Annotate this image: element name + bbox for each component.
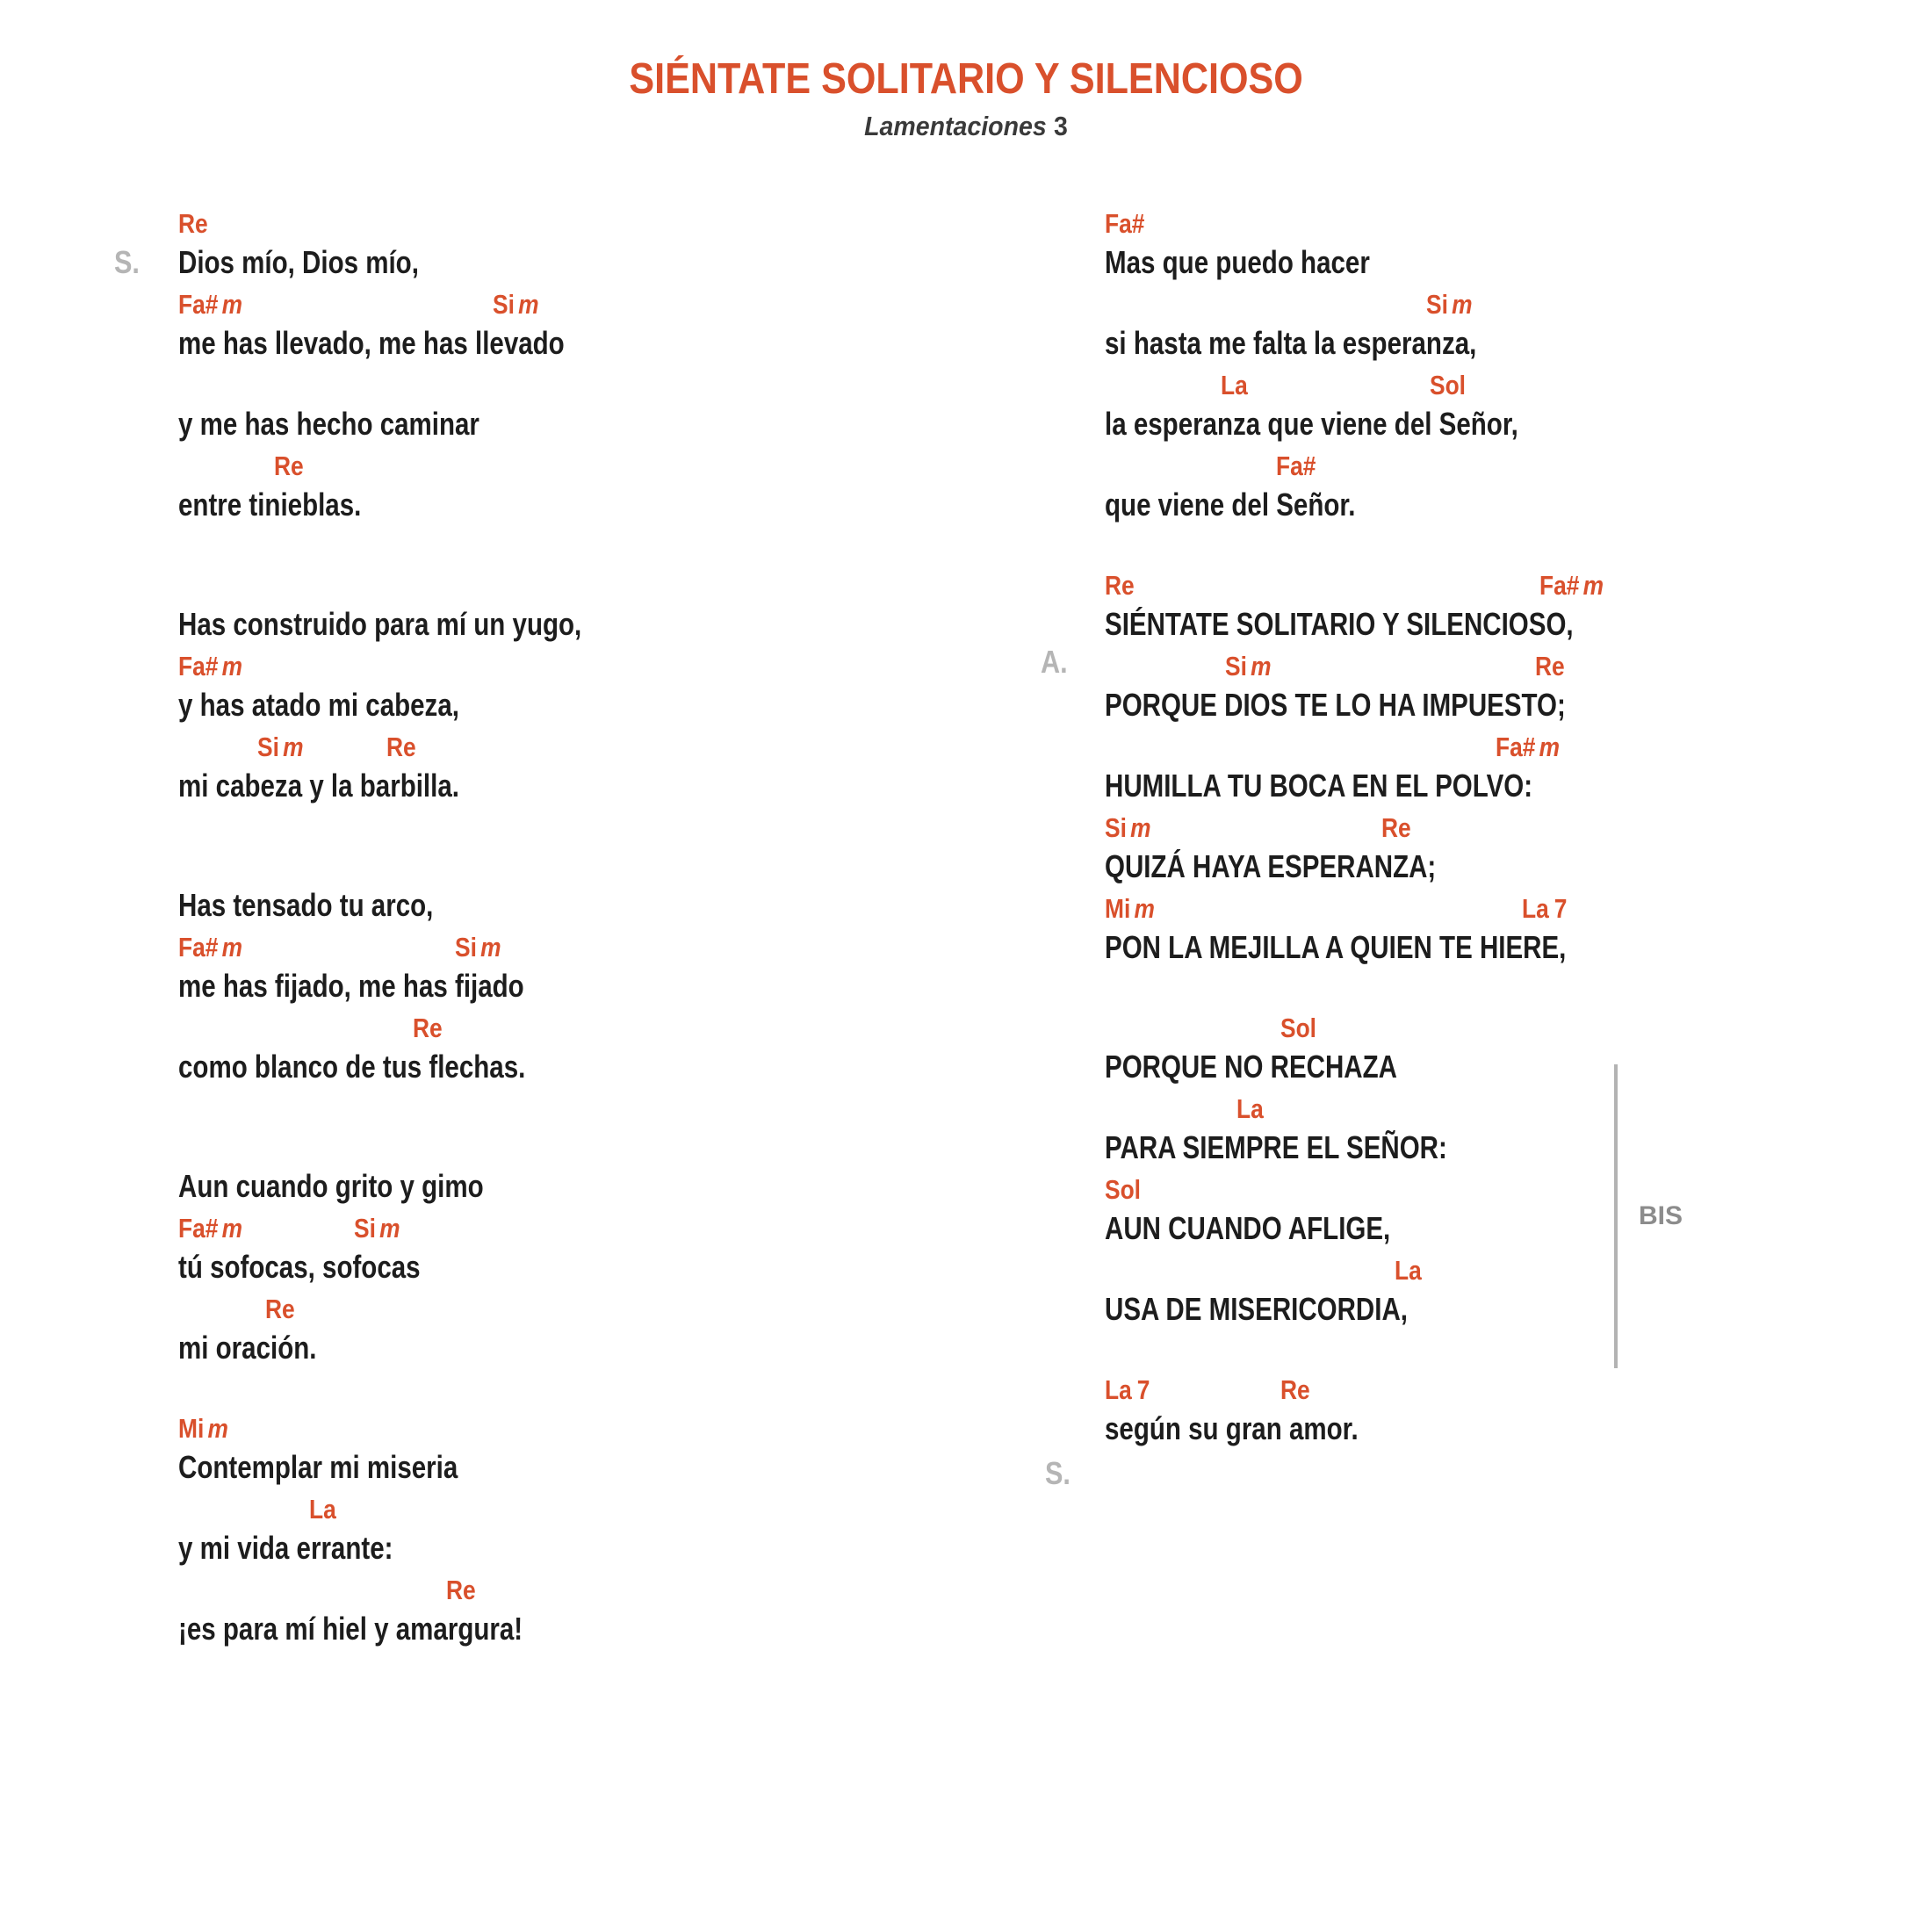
line	[178, 364, 670, 445]
line	[178, 645, 670, 726]
lyric-line: que viene del Señor.	[1105, 487, 1356, 523]
lyric-line: me has fijado, me has fijado	[178, 968, 524, 1004]
line	[1105, 807, 1676, 888]
stanza	[1105, 1369, 1676, 1450]
right-column	[1105, 203, 1676, 1489]
lyric-line: USA DE MISERICORDIA,	[1105, 1291, 1408, 1327]
lyric-line: y has atado mi cabeza,	[178, 687, 459, 723]
stanza	[178, 565, 670, 807]
left-column	[178, 203, 670, 1689]
line	[178, 1288, 670, 1369]
chord: La	[1221, 370, 1248, 400]
chord-row	[178, 1489, 670, 1527]
lyric-line: PORQUE DIOS TE LO HA IMPUESTO;	[1105, 687, 1566, 723]
chord: Sol	[1430, 370, 1466, 400]
line	[1105, 1007, 1676, 1088]
lyric-line: y me has hecho caminar	[178, 406, 479, 442]
line	[1105, 1088, 1676, 1169]
bis-stanza	[1105, 1007, 1676, 1330]
chord: Re	[413, 1013, 443, 1043]
stanza	[1105, 203, 1676, 526]
chord: Re	[178, 208, 208, 239]
line	[178, 1408, 670, 1489]
chord: Fa# m	[178, 932, 243, 962]
chord: La 7	[1522, 893, 1568, 924]
line	[178, 1127, 670, 1208]
lyric-line: Has tensado tu arco,	[178, 887, 434, 923]
chord: Si m	[1225, 651, 1272, 681]
chord: Si m	[1105, 812, 1151, 843]
lyric-line: entre tinieblas.	[178, 487, 362, 523]
chord: Re	[1105, 570, 1135, 601]
chord: Si m	[257, 732, 304, 762]
stanza	[178, 1127, 670, 1369]
song-subtitle	[0, 111, 1932, 142]
line	[178, 1007, 670, 1088]
chord-row	[1105, 1169, 1676, 1208]
chord-row	[178, 926, 670, 965]
subtitle-chapter: 3	[1054, 111, 1068, 141]
chorus-marker-a: A.	[1041, 644, 1068, 680]
chord: Re	[265, 1294, 295, 1324]
stanza	[178, 1408, 670, 1650]
chord-row	[1105, 203, 1676, 242]
lyric-line: mi oración.	[178, 1330, 317, 1366]
chord-row	[1105, 1369, 1676, 1408]
chord: Re	[274, 451, 304, 481]
lyric-line: mi cabeza y la barbilla.	[178, 768, 459, 804]
lyric-line: Contemplar mi miseria	[178, 1449, 458, 1485]
chord: Si m	[354, 1213, 400, 1244]
stanza	[178, 846, 670, 1088]
lyric-line: HUMILLA TU BOCA EN EL POLVO:	[1105, 768, 1533, 804]
chord-row	[1105, 284, 1676, 322]
line	[178, 846, 670, 926]
chord-row	[178, 1569, 670, 1608]
line	[1105, 1169, 1676, 1250]
chord-row	[1105, 565, 1676, 603]
chord-row	[178, 1408, 670, 1446]
line	[178, 445, 670, 526]
chord: La	[1395, 1255, 1422, 1286]
chord: Fa# m	[1496, 732, 1561, 762]
lyric-line: como blanco de tus flechas.	[178, 1049, 526, 1085]
chord: Fa# m	[178, 1213, 243, 1244]
chord-row	[178, 445, 670, 484]
chord-row	[178, 1288, 670, 1327]
lyric-line: Mas que puedo hacer	[1105, 244, 1370, 280]
chorus-stanza	[1105, 565, 1676, 969]
lyric-line: Has construido para mí un yugo,	[178, 606, 582, 642]
stanza	[178, 203, 670, 526]
line	[178, 926, 670, 1007]
chord-row	[1105, 1088, 1676, 1127]
chord: Fa#	[1276, 451, 1316, 481]
chord: Fa# m	[1539, 570, 1604, 601]
line	[1105, 445, 1676, 526]
chord-row	[178, 565, 670, 603]
lyric-line: tú sofocas, sofocas	[178, 1249, 421, 1285]
line	[1105, 364, 1676, 445]
chord: Re	[1280, 1374, 1310, 1405]
chord: Mi m	[178, 1413, 228, 1444]
line	[1105, 645, 1676, 726]
chord: Fa# m	[178, 651, 243, 681]
chord: Re	[446, 1575, 476, 1605]
chord-row	[178, 1007, 670, 1046]
chord-row	[1105, 807, 1676, 846]
chord-row	[1105, 726, 1676, 765]
chord: La 7	[1105, 1374, 1150, 1405]
lyric-line: Aun cuando grito y gimo	[178, 1168, 484, 1204]
lyric-line: Dios mío, Dios mío,	[178, 244, 419, 280]
line	[178, 284, 670, 364]
lyric-line: PARA SIEMPRE EL SEÑOR:	[1105, 1129, 1447, 1165]
line	[178, 1208, 670, 1288]
line	[1105, 726, 1676, 807]
chord: La	[1236, 1093, 1264, 1124]
chord-row	[1105, 645, 1676, 684]
lyric-line: y mi vida errante:	[178, 1530, 393, 1566]
lyric-line: la esperanza que viene del Señor,	[1105, 406, 1518, 442]
chord-row	[178, 203, 670, 242]
lyric-line: PON LA MEJILLA A QUIEN TE HIERE,	[1105, 929, 1567, 965]
chord-row	[1105, 1250, 1676, 1288]
line	[178, 565, 670, 645]
line	[1105, 284, 1676, 364]
chord: Re	[1381, 812, 1411, 843]
line	[1105, 1369, 1676, 1450]
chord: Si m	[1426, 289, 1473, 320]
chord-row	[178, 364, 670, 403]
chord-row	[1105, 888, 1676, 926]
chord: Sol	[1280, 1013, 1316, 1043]
subtitle-book: Lamentaciones	[864, 111, 1047, 141]
verse-marker-s-right: S.	[1045, 1455, 1071, 1491]
chord-row	[178, 1208, 670, 1246]
chord: Si m	[455, 932, 501, 962]
lyric-line: AUN CUANDO AFLIGE,	[1105, 1210, 1391, 1246]
line	[178, 1489, 670, 1569]
chord: Re	[386, 732, 416, 762]
lyric-line: PORQUE NO RECHAZA	[1105, 1049, 1397, 1085]
lyric-line: QUIZÁ HAYA ESPERANZA;	[1105, 848, 1437, 884]
chord: Fa#	[1105, 208, 1145, 239]
chord-row	[178, 284, 670, 322]
lyric-line: ¡es para mí hiel y amargura!	[178, 1611, 523, 1647]
line	[178, 726, 670, 807]
verse-marker-s-left: S.	[114, 244, 140, 280]
lyric-line: me has llevado, me has llevado	[178, 325, 565, 361]
lyric-line: si hasta me falta la esperanza,	[1105, 325, 1477, 361]
chord: Re	[1535, 651, 1565, 681]
line	[1105, 1250, 1676, 1330]
chord-row	[1105, 1007, 1676, 1046]
chord-row	[178, 846, 670, 884]
chord: Si m	[493, 289, 539, 320]
song-title: SIÉNTATE SOLITARIO Y SILENCIOSO	[629, 55, 1303, 103]
line	[178, 203, 670, 284]
line	[178, 1569, 670, 1650]
chord: Sol	[1105, 1174, 1141, 1205]
chord-row	[178, 726, 670, 765]
chord: Mi m	[1105, 893, 1155, 924]
chord: Fa# m	[178, 289, 243, 320]
line	[1105, 888, 1676, 969]
line	[1105, 565, 1676, 645]
chord-row	[1105, 364, 1676, 403]
lyric-line: SIÉNTATE SOLITARIO Y SILENCIOSO,	[1105, 606, 1574, 642]
chord: La	[309, 1494, 336, 1525]
bis-label: BIS	[1639, 1201, 1683, 1230]
line	[1105, 203, 1676, 284]
lyric-line: según su gran amor.	[1105, 1410, 1359, 1446]
chord-row	[178, 1127, 670, 1165]
chord-row	[1105, 445, 1676, 484]
chord-row	[178, 645, 670, 684]
